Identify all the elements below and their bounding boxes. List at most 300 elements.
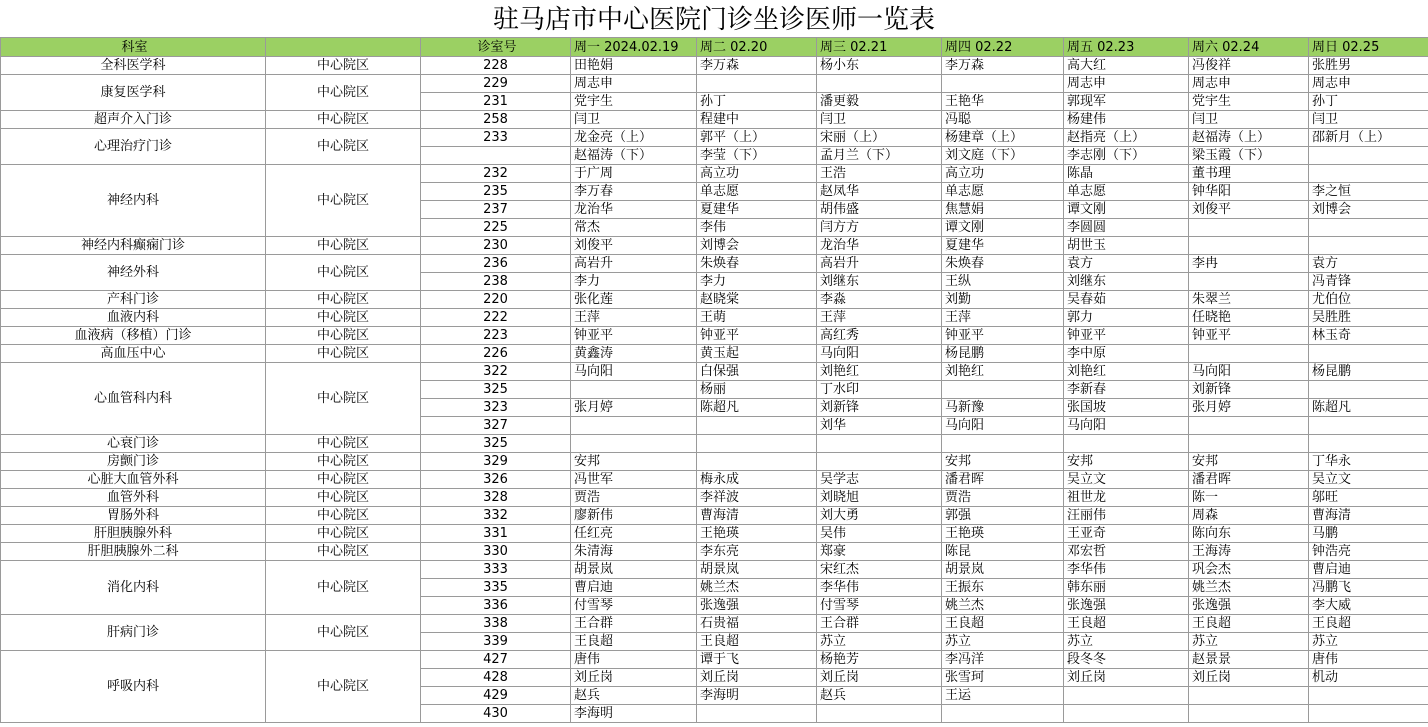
room-cell[interactable]: 326 — [421, 471, 571, 489]
campus-cell[interactable]: 中心院区 — [266, 291, 421, 309]
doctor-cell[interactable]: 陈超凡 — [1309, 399, 1428, 417]
doctor-cell[interactable] — [697, 417, 817, 435]
doctor-cell[interactable]: 宋红杰 — [817, 561, 942, 579]
room-cell[interactable]: 427 — [421, 651, 571, 669]
doctor-cell[interactable]: 任晓艳 — [1189, 309, 1309, 327]
doctor-cell[interactable]: 李海明 — [697, 687, 817, 705]
doctor-cell[interactable]: 王合群 — [571, 615, 697, 633]
doctor-cell[interactable]: 刘大勇 — [817, 507, 942, 525]
room-cell[interactable]: 336 — [421, 597, 571, 615]
doctor-cell[interactable] — [697, 75, 817, 93]
doctor-cell[interactable]: 单志愿 — [697, 183, 817, 201]
campus-cell[interactable]: 中心院区 — [266, 309, 421, 327]
room-cell[interactable]: 232 — [421, 165, 571, 183]
room-cell[interactable]: 235 — [421, 183, 571, 201]
doctor-cell[interactable] — [1189, 237, 1309, 255]
campus-cell[interactable]: 中心院区 — [266, 129, 421, 165]
doctor-cell[interactable]: 朱焕春 — [697, 255, 817, 273]
doctor-cell[interactable]: 杨艳芳 — [817, 651, 942, 669]
department-cell[interactable]: 心脏大血管外科 — [1, 471, 266, 489]
doctor-cell[interactable]: 张月婷 — [571, 399, 697, 417]
doctor-cell[interactable]: 陈一 — [1189, 489, 1309, 507]
doctor-cell[interactable] — [1189, 705, 1309, 723]
doctor-cell[interactable]: 杨建章（上） — [942, 129, 1064, 147]
doctor-cell[interactable]: 王运 — [942, 687, 1064, 705]
doctor-cell[interactable]: 贾浩 — [942, 489, 1064, 507]
campus-cell[interactable]: 中心院区 — [266, 525, 421, 543]
doctor-cell[interactable] — [1309, 237, 1428, 255]
doctor-cell[interactable] — [1064, 687, 1189, 705]
doctor-cell[interactable]: 姚兰杰 — [942, 597, 1064, 615]
room-cell[interactable]: 325 — [421, 435, 571, 453]
doctor-cell[interactable]: 姚兰杰 — [697, 579, 817, 597]
doctor-cell[interactable]: 苏立 — [1309, 633, 1428, 651]
doctor-cell[interactable]: 李冯洋 — [942, 651, 1064, 669]
doctor-cell[interactable]: 周志申 — [1309, 75, 1428, 93]
doctor-cell[interactable]: 刘俊平 — [571, 237, 697, 255]
room-cell[interactable]: 428 — [421, 669, 571, 687]
room-cell[interactable]: 329 — [421, 453, 571, 471]
column-header[interactable]: 诊室号 — [421, 38, 571, 57]
doctor-cell[interactable]: 党宇生 — [1189, 93, 1309, 111]
doctor-cell[interactable]: 邓宏哲 — [1064, 543, 1189, 561]
department-cell[interactable]: 产科门诊 — [1, 291, 266, 309]
doctor-cell[interactable]: 马向阳 — [942, 417, 1064, 435]
doctor-cell[interactable]: 王良超 — [1189, 615, 1309, 633]
department-cell[interactable]: 肝胆胰腺外科 — [1, 525, 266, 543]
doctor-cell[interactable]: 陈超凡 — [697, 399, 817, 417]
doctor-cell[interactable]: 钟亚平 — [571, 327, 697, 345]
room-cell[interactable]: 327 — [421, 417, 571, 435]
room-cell[interactable]: 325 — [421, 381, 571, 399]
column-header[interactable]: 周二 02.20 — [697, 38, 817, 57]
doctor-cell[interactable]: 刘新锋 — [817, 399, 942, 417]
doctor-cell[interactable] — [1309, 219, 1428, 237]
doctor-cell[interactable] — [1064, 705, 1189, 723]
room-cell[interactable]: 332 — [421, 507, 571, 525]
column-header[interactable]: 周日 02.25 — [1309, 38, 1428, 57]
doctor-cell[interactable]: 李新春 — [1064, 381, 1189, 399]
doctor-cell[interactable]: 巩会杰 — [1189, 561, 1309, 579]
doctor-cell[interactable]: 李中原 — [1064, 345, 1189, 363]
doctor-cell[interactable]: 李力 — [697, 273, 817, 291]
doctor-cell[interactable]: 孟月兰（下） — [817, 147, 942, 165]
doctor-cell[interactable]: 梅永成 — [697, 471, 817, 489]
doctor-cell[interactable] — [1309, 687, 1428, 705]
doctor-cell[interactable] — [1309, 147, 1428, 165]
doctor-cell[interactable]: 刘博会 — [697, 237, 817, 255]
doctor-cell[interactable]: 王艳瑛 — [697, 525, 817, 543]
room-cell[interactable]: 222 — [421, 309, 571, 327]
doctor-cell[interactable]: 夏建华 — [942, 237, 1064, 255]
department-cell[interactable]: 高血压中心 — [1, 345, 266, 363]
doctor-cell[interactable] — [1189, 435, 1309, 453]
doctor-cell[interactable]: 李之恒 — [1309, 183, 1428, 201]
room-cell[interactable]: 233 — [421, 129, 571, 147]
department-cell[interactable]: 胃肠外科 — [1, 507, 266, 525]
doctor-cell[interactable]: 付雪琴 — [817, 597, 942, 615]
campus-cell[interactable]: 中心院区 — [266, 453, 421, 471]
doctor-cell[interactable]: 张国坡 — [1064, 399, 1189, 417]
doctor-cell[interactable]: 潘君晖 — [1189, 471, 1309, 489]
doctor-cell[interactable]: 机动 — [1309, 669, 1428, 687]
doctor-cell[interactable]: 汪丽伟 — [1064, 507, 1189, 525]
doctor-cell[interactable]: 郑豪 — [817, 543, 942, 561]
doctor-cell[interactable]: 胡景岚 — [942, 561, 1064, 579]
doctor-cell[interactable]: 任红亮 — [571, 525, 697, 543]
doctor-cell[interactable]: 苏立 — [942, 633, 1064, 651]
doctor-cell[interactable]: 赵福涛（下） — [571, 147, 697, 165]
doctor-cell[interactable]: 周志申 — [1189, 75, 1309, 93]
doctor-cell[interactable] — [817, 435, 942, 453]
room-cell[interactable]: 223 — [421, 327, 571, 345]
doctor-cell[interactable]: 周志申 — [571, 75, 697, 93]
room-cell[interactable]: 231 — [421, 93, 571, 111]
doctor-cell[interactable]: 王亚奇 — [1064, 525, 1189, 543]
doctor-cell[interactable]: 刘丘岗 — [571, 669, 697, 687]
doctor-cell[interactable]: 王振东 — [942, 579, 1064, 597]
column-header[interactable]: 周一 2024.02.19 — [571, 38, 697, 57]
doctor-cell[interactable]: 林玉奇 — [1309, 327, 1428, 345]
doctor-cell[interactable]: 刘丘岗 — [817, 669, 942, 687]
department-cell[interactable]: 肝胆胰腺外二科 — [1, 543, 266, 561]
doctor-cell[interactable]: 龙治华 — [571, 201, 697, 219]
doctor-cell[interactable]: 孙丁 — [1309, 93, 1428, 111]
doctor-cell[interactable]: 钟华阳 — [1189, 183, 1309, 201]
doctor-cell[interactable]: 韩东丽 — [1064, 579, 1189, 597]
room-cell[interactable]: 333 — [421, 561, 571, 579]
doctor-cell[interactable]: 曹启迪 — [571, 579, 697, 597]
room-cell[interactable]: 331 — [421, 525, 571, 543]
campus-cell[interactable]: 中心院区 — [266, 255, 421, 291]
doctor-cell[interactable]: 高红秀 — [817, 327, 942, 345]
doctor-cell[interactable]: 袁方 — [1309, 255, 1428, 273]
doctor-cell[interactable]: 刘丘岗 — [697, 669, 817, 687]
doctor-cell[interactable] — [1309, 345, 1428, 363]
doctor-cell[interactable]: 潘君晖 — [942, 471, 1064, 489]
doctor-cell[interactable]: 曹海清 — [1309, 507, 1428, 525]
campus-cell[interactable]: 中心院区 — [266, 111, 421, 129]
doctor-cell[interactable] — [697, 705, 817, 723]
department-cell[interactable]: 神经内科 — [1, 165, 266, 237]
doctor-cell[interactable]: 单志愿 — [942, 183, 1064, 201]
doctor-cell[interactable]: 朱焕春 — [942, 255, 1064, 273]
doctor-cell[interactable]: 李万春 — [571, 183, 697, 201]
doctor-cell[interactable]: 王良超 — [697, 633, 817, 651]
doctor-cell[interactable] — [697, 453, 817, 471]
column-header[interactable]: 周五 02.23 — [1064, 38, 1189, 57]
doctor-cell[interactable]: 郭强 — [942, 507, 1064, 525]
doctor-cell[interactable]: 石贵福 — [697, 615, 817, 633]
doctor-cell[interactable]: 张化莲 — [571, 291, 697, 309]
room-cell[interactable]: 258 — [421, 111, 571, 129]
doctor-cell[interactable]: 马向阳 — [571, 363, 697, 381]
doctor-cell[interactable]: 祖世龙 — [1064, 489, 1189, 507]
doctor-cell[interactable]: 黄鑫涛 — [571, 345, 697, 363]
doctor-cell[interactable]: 刘艳红 — [817, 363, 942, 381]
doctor-cell[interactable]: 刘新锋 — [1189, 381, 1309, 399]
doctor-cell[interactable]: 冯俊祥 — [1189, 57, 1309, 75]
doctor-cell[interactable]: 廖新伟 — [571, 507, 697, 525]
room-cell[interactable]: 323 — [421, 399, 571, 417]
doctor-cell[interactable]: 李万森 — [942, 57, 1064, 75]
department-cell[interactable]: 血液病（移植）门诊 — [1, 327, 266, 345]
doctor-cell[interactable]: 于广周 — [571, 165, 697, 183]
doctor-cell[interactable] — [817, 453, 942, 471]
doctor-cell[interactable]: 张逸强 — [697, 597, 817, 615]
doctor-cell[interactable] — [1309, 435, 1428, 453]
doctor-cell[interactable]: 唐伟 — [571, 651, 697, 669]
doctor-cell[interactable] — [1309, 417, 1428, 435]
doctor-cell[interactable]: 高大红 — [1064, 57, 1189, 75]
doctor-cell[interactable]: 赵兵 — [571, 687, 697, 705]
doctor-cell[interactable]: 胡世玉 — [1064, 237, 1189, 255]
doctor-cell[interactable]: 王良超 — [1064, 615, 1189, 633]
doctor-cell[interactable]: 钟亚平 — [942, 327, 1064, 345]
campus-cell[interactable]: 中心院区 — [266, 165, 421, 237]
doctor-cell[interactable] — [1189, 687, 1309, 705]
room-cell[interactable]: 225 — [421, 219, 571, 237]
doctor-cell[interactable] — [1189, 219, 1309, 237]
doctor-cell[interactable]: 闫卫 — [1189, 111, 1309, 129]
doctor-cell[interactable]: 刘文庭（下） — [942, 147, 1064, 165]
doctor-cell[interactable]: 刘晓旭 — [817, 489, 942, 507]
doctor-cell[interactable]: 高立功 — [942, 165, 1064, 183]
doctor-cell[interactable]: 闫卫 — [1309, 111, 1428, 129]
department-cell[interactable]: 全科医学科 — [1, 57, 266, 75]
room-cell[interactable]: 429 — [421, 687, 571, 705]
room-cell[interactable]: 335 — [421, 579, 571, 597]
doctor-cell[interactable]: 胡景岚 — [571, 561, 697, 579]
campus-cell[interactable]: 中心院区 — [266, 345, 421, 363]
room-cell[interactable]: 330 — [421, 543, 571, 561]
doctor-cell[interactable]: 安邦 — [1189, 453, 1309, 471]
doctor-cell[interactable] — [1309, 165, 1428, 183]
doctor-cell[interactable]: 李莹（下） — [697, 147, 817, 165]
doctor-cell[interactable]: 杨建伟 — [1064, 111, 1189, 129]
department-cell[interactable]: 房颤门诊 — [1, 453, 266, 471]
doctor-cell[interactable]: 钟浩亮 — [1309, 543, 1428, 561]
doctor-cell[interactable]: 董书理 — [1189, 165, 1309, 183]
doctor-cell[interactable]: 安邦 — [942, 453, 1064, 471]
doctor-cell[interactable]: 白保强 — [697, 363, 817, 381]
doctor-cell[interactable]: 钟亚平 — [697, 327, 817, 345]
doctor-cell[interactable]: 李万森 — [697, 57, 817, 75]
doctor-cell[interactable]: 刘艳红 — [942, 363, 1064, 381]
doctor-cell[interactable]: 贾浩 — [571, 489, 697, 507]
doctor-cell[interactable]: 钟亚平 — [1064, 327, 1189, 345]
doctor-cell[interactable]: 苏立 — [1189, 633, 1309, 651]
doctor-cell[interactable] — [1064, 435, 1189, 453]
doctor-cell[interactable]: 刘继东 — [1064, 273, 1189, 291]
campus-cell[interactable]: 中心院区 — [266, 615, 421, 651]
doctor-cell[interactable]: 郭平（上） — [697, 129, 817, 147]
doctor-cell[interactable]: 杨丽 — [697, 381, 817, 399]
room-cell[interactable]: 226 — [421, 345, 571, 363]
doctor-cell[interactable]: 陈昆 — [942, 543, 1064, 561]
doctor-cell[interactable] — [571, 417, 697, 435]
room-cell[interactable]: 229 — [421, 75, 571, 93]
doctor-cell[interactable] — [942, 381, 1064, 399]
doctor-cell[interactable]: 吴立文 — [1064, 471, 1189, 489]
doctor-cell[interactable]: 马向阳 — [1189, 363, 1309, 381]
department-cell[interactable]: 肝病门诊 — [1, 615, 266, 651]
doctor-cell[interactable]: 马鹏 — [1309, 525, 1428, 543]
column-header[interactable]: 周四 02.22 — [942, 38, 1064, 57]
doctor-cell[interactable]: 常杰 — [571, 219, 697, 237]
department-cell[interactable]: 心理治疗门诊 — [1, 129, 266, 165]
campus-cell[interactable]: 中心院区 — [266, 507, 421, 525]
doctor-cell[interactable]: 吴立文 — [1309, 471, 1428, 489]
doctor-cell[interactable]: 李志刚（下） — [1064, 147, 1189, 165]
doctor-cell[interactable] — [1189, 417, 1309, 435]
doctor-cell[interactable]: 吴伟 — [817, 525, 942, 543]
doctor-cell[interactable]: 刘丘岗 — [1189, 669, 1309, 687]
doctor-cell[interactable]: 田艳娟 — [571, 57, 697, 75]
doctor-cell[interactable]: 谭于飞 — [697, 651, 817, 669]
doctor-cell[interactable]: 李圆圆 — [1064, 219, 1189, 237]
doctor-cell[interactable]: 单志愿 — [1064, 183, 1189, 201]
doctor-cell[interactable]: 朱清海 — [571, 543, 697, 561]
department-cell[interactable]: 神经内科癫痫门诊 — [1, 237, 266, 255]
doctor-cell[interactable]: 刘丘岗 — [1064, 669, 1189, 687]
room-cell[interactable] — [421, 147, 571, 165]
doctor-cell[interactable]: 孙丁 — [697, 93, 817, 111]
campus-cell[interactable]: 中心院区 — [266, 363, 421, 435]
department-cell[interactable]: 心衰门诊 — [1, 435, 266, 453]
doctor-cell[interactable]: 曹海清 — [697, 507, 817, 525]
doctor-cell[interactable]: 张逸强 — [1064, 597, 1189, 615]
department-cell[interactable]: 康复医学科 — [1, 75, 266, 111]
room-cell[interactable]: 236 — [421, 255, 571, 273]
doctor-cell[interactable]: 赵景景 — [1189, 651, 1309, 669]
column-header[interactable]: 周六 02.24 — [1189, 38, 1309, 57]
room-cell[interactable]: 230 — [421, 237, 571, 255]
doctor-cell[interactable]: 刘俊平 — [1189, 201, 1309, 219]
room-cell[interactable]: 338 — [421, 615, 571, 633]
doctor-cell[interactable]: 高岩升 — [571, 255, 697, 273]
room-cell[interactable]: 228 — [421, 57, 571, 75]
doctor-cell[interactable]: 刘勤 — [942, 291, 1064, 309]
doctor-cell[interactable]: 党宇生 — [571, 93, 697, 111]
doctor-cell[interactable]: 周志申 — [1064, 75, 1189, 93]
doctor-cell[interactable]: 马新豫 — [942, 399, 1064, 417]
department-cell[interactable]: 血管外科 — [1, 489, 266, 507]
doctor-cell[interactable]: 龙治华 — [817, 237, 942, 255]
doctor-cell[interactable]: 安邦 — [571, 453, 697, 471]
doctor-cell[interactable]: 闫卫 — [571, 111, 697, 129]
doctor-cell[interactable]: 郭现军 — [1064, 93, 1189, 111]
doctor-cell[interactable]: 马向阳 — [817, 345, 942, 363]
doctor-cell[interactable] — [1189, 345, 1309, 363]
doctor-cell[interactable]: 王萍 — [817, 309, 942, 327]
doctor-cell[interactable]: 谭文刚 — [942, 219, 1064, 237]
campus-cell[interactable]: 中心院区 — [266, 435, 421, 453]
doctor-cell[interactable]: 张逸强 — [1189, 597, 1309, 615]
department-cell[interactable]: 神经外科 — [1, 255, 266, 291]
doctor-cell[interactable]: 王萍 — [942, 309, 1064, 327]
doctor-cell[interactable]: 陈向东 — [1189, 525, 1309, 543]
doctor-cell[interactable]: 苏立 — [817, 633, 942, 651]
doctor-cell[interactable]: 冯鹏飞 — [1309, 579, 1428, 597]
doctor-cell[interactable]: 王良超 — [942, 615, 1064, 633]
doctor-cell[interactable]: 冯青锋 — [1309, 273, 1428, 291]
doctor-cell[interactable]: 刘博会 — [1309, 201, 1428, 219]
doctor-cell[interactable]: 李海明 — [571, 705, 697, 723]
doctor-cell[interactable]: 王艳华 — [942, 93, 1064, 111]
doctor-cell[interactable]: 王纵 — [942, 273, 1064, 291]
campus-cell[interactable]: 中心院区 — [266, 57, 421, 75]
doctor-cell[interactable] — [1189, 273, 1309, 291]
doctor-cell[interactable]: 闫方方 — [817, 219, 942, 237]
room-cell[interactable]: 238 — [421, 273, 571, 291]
doctor-cell[interactable]: 张雪珂 — [942, 669, 1064, 687]
doctor-cell[interactable]: 尤伯位 — [1309, 291, 1428, 309]
department-cell[interactable]: 消化内科 — [1, 561, 266, 615]
doctor-cell[interactable]: 付雪琴 — [571, 597, 697, 615]
doctor-cell[interactable] — [817, 705, 942, 723]
doctor-cell[interactable] — [1309, 705, 1428, 723]
doctor-cell[interactable]: 姚兰杰 — [1189, 579, 1309, 597]
department-cell[interactable]: 呼吸内科 — [1, 651, 266, 723]
doctor-cell[interactable]: 吴学志 — [817, 471, 942, 489]
doctor-cell[interactable]: 刘继东 — [817, 273, 942, 291]
doctor-cell[interactable]: 李淼 — [817, 291, 942, 309]
doctor-cell[interactable]: 焦慧娟 — [942, 201, 1064, 219]
doctor-cell[interactable]: 周森 — [1189, 507, 1309, 525]
doctor-cell[interactable]: 马向阳 — [1064, 417, 1189, 435]
doctor-cell[interactable]: 赵晓棠 — [697, 291, 817, 309]
room-cell[interactable]: 322 — [421, 363, 571, 381]
room-cell[interactable]: 339 — [421, 633, 571, 651]
doctor-cell[interactable] — [1309, 381, 1428, 399]
doctor-cell[interactable]: 丁水印 — [817, 381, 942, 399]
doctor-cell[interactable]: 吴胜胜 — [1309, 309, 1428, 327]
doctor-cell[interactable]: 王良超 — [1309, 615, 1428, 633]
department-cell[interactable]: 心血管科内科 — [1, 363, 266, 435]
doctor-cell[interactable]: 夏建华 — [697, 201, 817, 219]
doctor-cell[interactable]: 吴春茹 — [1064, 291, 1189, 309]
doctor-cell[interactable]: 郭力 — [1064, 309, 1189, 327]
doctor-cell[interactable] — [942, 75, 1064, 93]
doctor-cell[interactable]: 赵凤华 — [817, 183, 942, 201]
doctor-cell[interactable]: 苏立 — [1064, 633, 1189, 651]
doctor-cell[interactable]: 李大威 — [1309, 597, 1428, 615]
doctor-cell[interactable]: 李伟 — [697, 219, 817, 237]
doctor-cell[interactable]: 李力 — [571, 273, 697, 291]
doctor-cell[interactable]: 冯聪 — [942, 111, 1064, 129]
doctor-cell[interactable]: 赵兵 — [817, 687, 942, 705]
doctor-cell[interactable]: 李东亮 — [697, 543, 817, 561]
doctor-cell[interactable] — [697, 435, 817, 453]
doctor-cell[interactable]: 程建中 — [697, 111, 817, 129]
doctor-cell[interactable]: 高岩升 — [817, 255, 942, 273]
doctor-cell[interactable] — [942, 435, 1064, 453]
doctor-cell[interactable]: 杨小东 — [817, 57, 942, 75]
room-cell[interactable]: 328 — [421, 489, 571, 507]
doctor-cell[interactable]: 闫卫 — [817, 111, 942, 129]
campus-cell[interactable]: 中心院区 — [266, 543, 421, 561]
doctor-cell[interactable]: 冯世军 — [571, 471, 697, 489]
doctor-cell[interactable]: 钟亚平 — [1189, 327, 1309, 345]
campus-cell[interactable]: 中心院区 — [266, 237, 421, 255]
room-cell[interactable]: 220 — [421, 291, 571, 309]
doctor-cell[interactable]: 刘艳红 — [1064, 363, 1189, 381]
campus-cell[interactable]: 中心院区 — [266, 75, 421, 111]
doctor-cell[interactable]: 王萌 — [697, 309, 817, 327]
doctor-cell[interactable]: 邵新月（上） — [1309, 129, 1428, 147]
campus-cell[interactable]: 中心院区 — [266, 561, 421, 615]
